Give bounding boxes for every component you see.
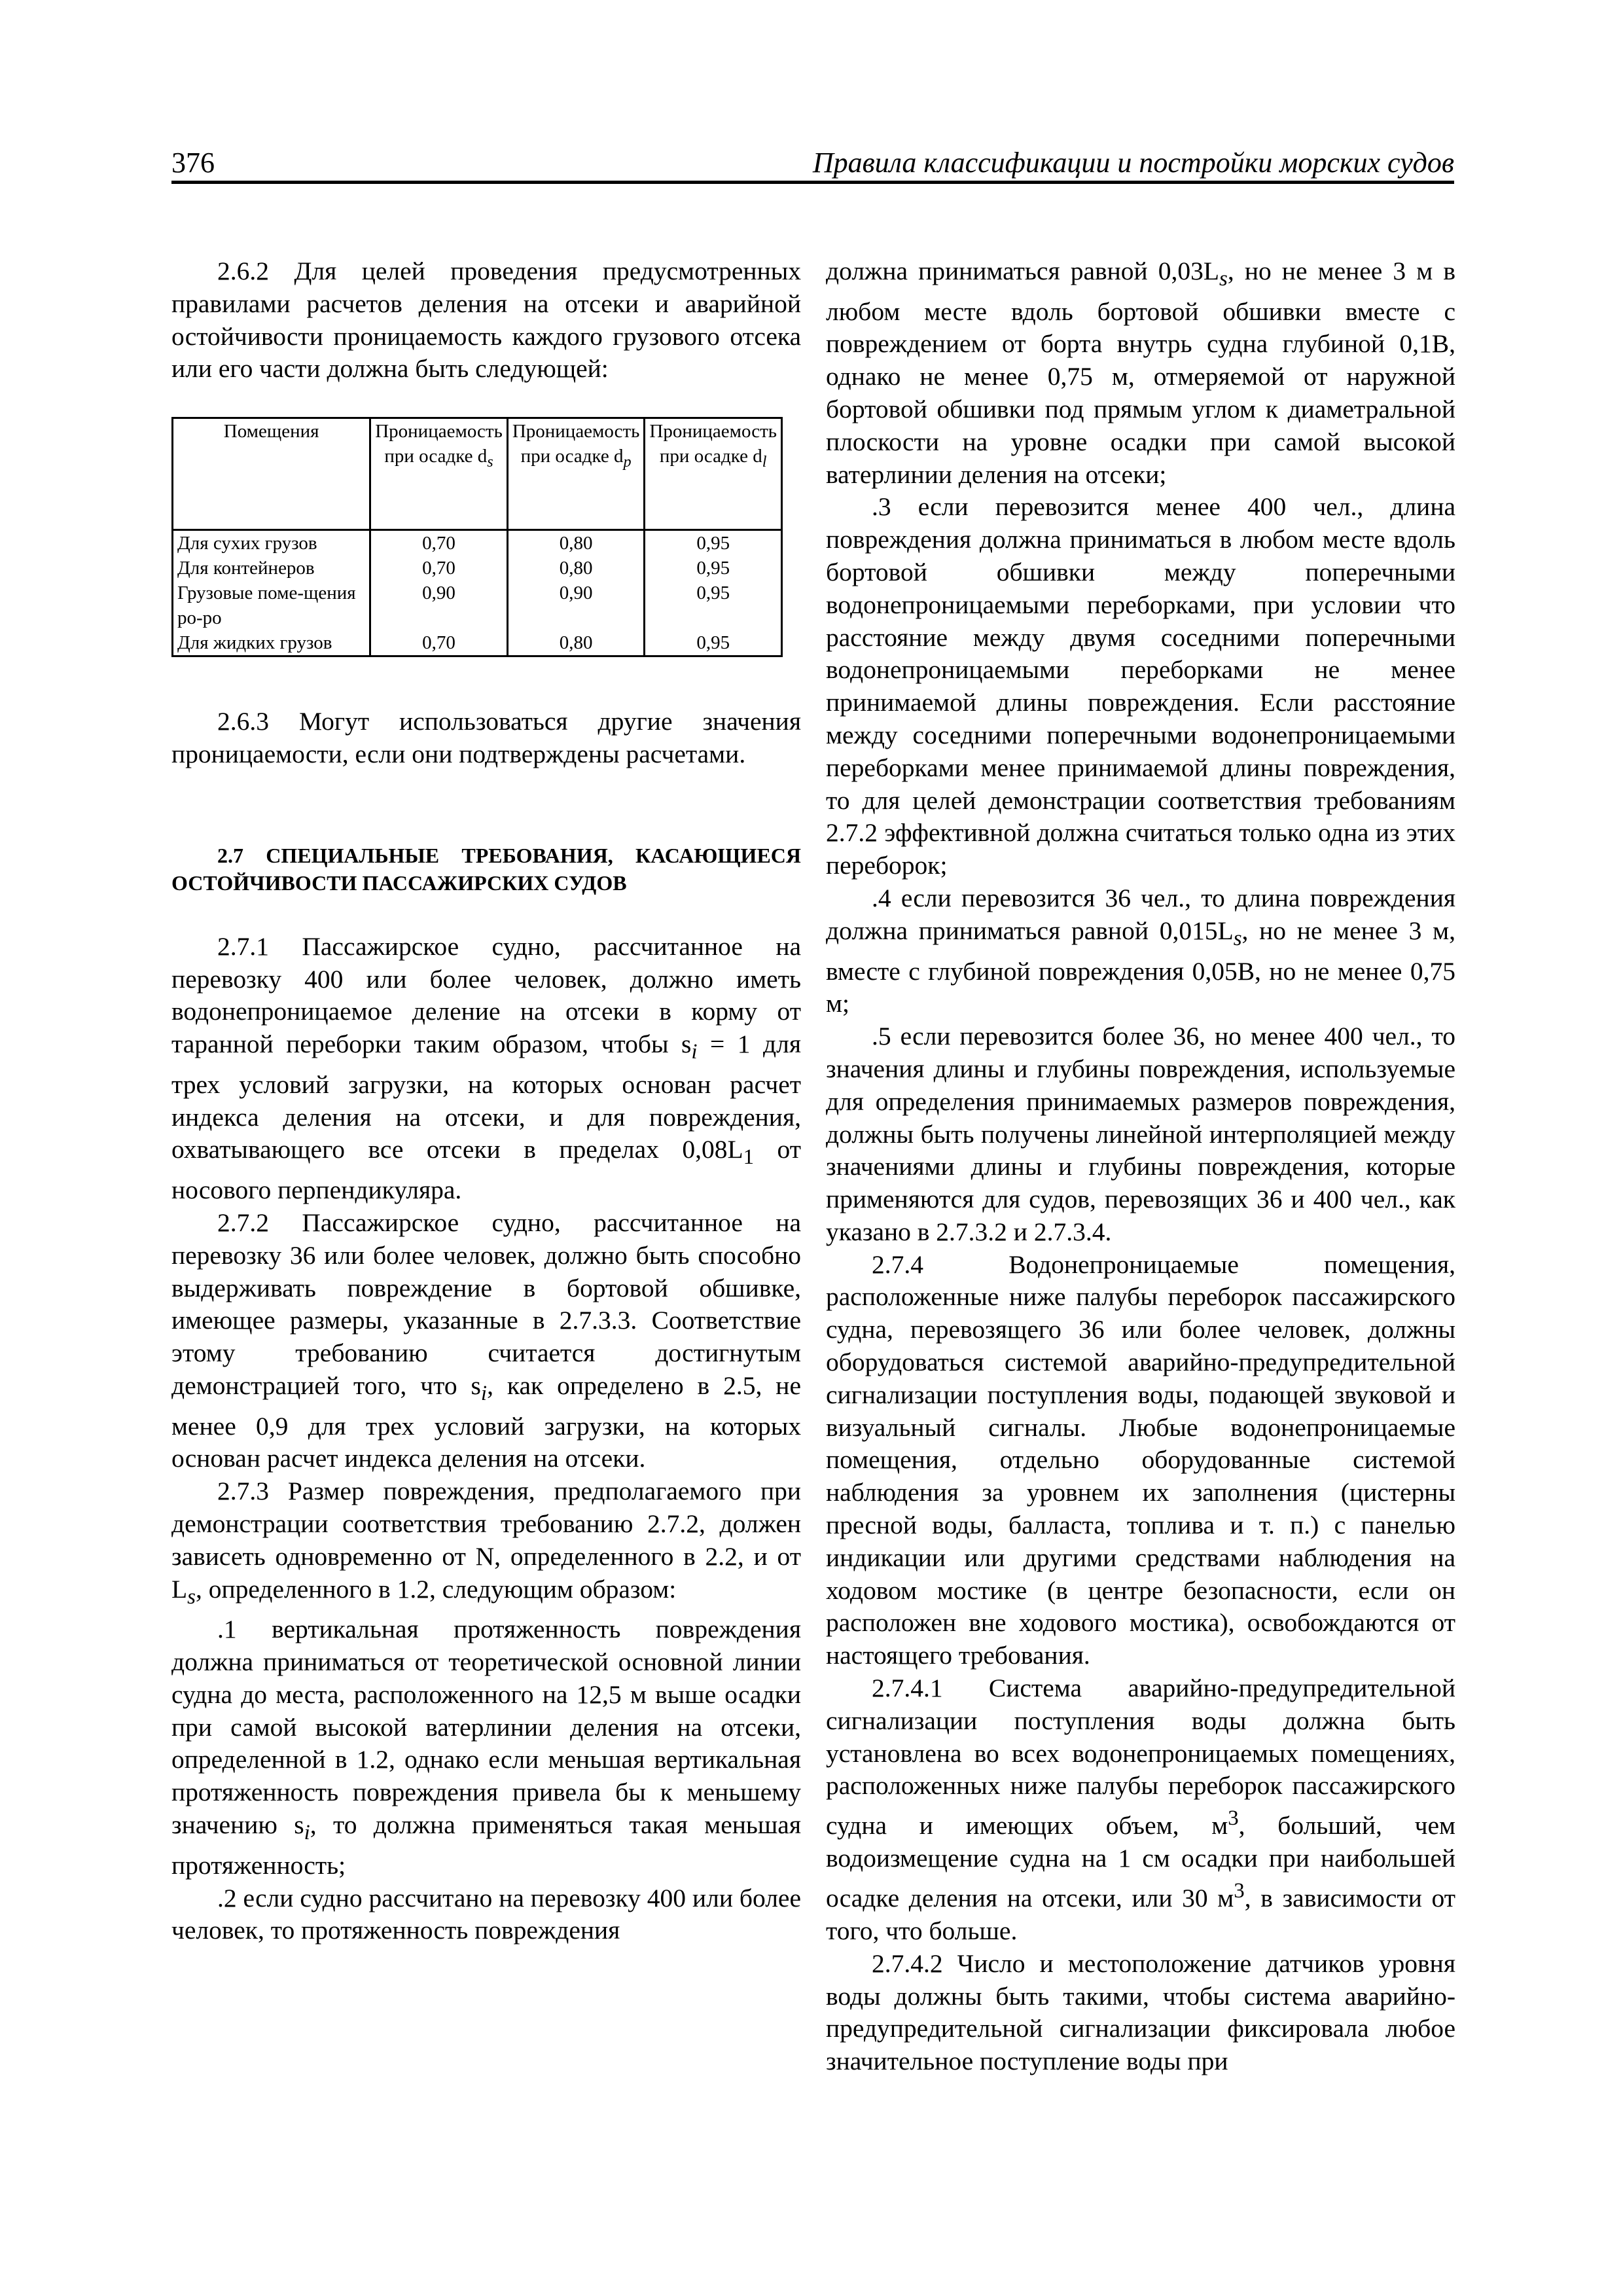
table-cell: 0,80: [507, 556, 645, 581]
table-cell: 0,95: [645, 630, 782, 656]
superscript: 3: [1234, 1878, 1245, 1903]
table-header-row: [173, 418, 782, 530]
right-column: [826, 255, 1455, 2078]
table-cell: 0,70: [370, 530, 508, 556]
header-subscript: p: [623, 452, 632, 471]
table-header-cell: Помещения: [173, 418, 370, 530]
table-header-cell: [370, 418, 508, 530]
paragraph-item-3: .3 если перевозится менее 400 чел., длина повреждения должна приниматься в любом месте вдоль бортовой обшивки между поперечными водонепроницаемыми переборками, при условии что расстояние между двумя соседними поперечными водонепроницаемыми переборками не менее принимаемой длины повреждения. Если расстояние между соседними поперечными водонепроницаемыми переборками менее принимаемой длины повреждения, то для целей демонстрации соответствия требованиям 2.7.2 эффективной должна считаться только одна из этих переборок;: [826, 492, 1455, 880]
text-run: 2.7.3 Размер повреждения, предполагаемого при демонстрации соответствия требованию 2.7.2, должен зависеть одновременно от N, определенного в 2.2, и от L: [171, 1477, 801, 1604]
text-run: должна приниматься равной 0,03L: [826, 257, 1220, 285]
header-text: Проницаемость при осадке d: [649, 421, 777, 467]
paragraph-item-1: [171, 1613, 801, 1882]
table-cell: Для сухих грузов: [173, 530, 370, 556]
table-header-cell: [507, 418, 645, 530]
paragraph-item-4: [826, 882, 1455, 1020]
text-run: = 1 для трех условий загрузки, на которых основан расчет индекса деления на отсеки, и для повреждения, охватывающего все отсеки в пределах 0,08L: [171, 1030, 801, 1164]
table-cell: Для жидких грузов: [173, 630, 370, 656]
header-text: Проницаемость при осадке d: [375, 421, 503, 467]
table-cell: Грузовые поме-щения ро-ро: [173, 581, 370, 630]
subscript: i: [480, 1381, 488, 1405]
paragraph-2-7-4-1: [826, 1672, 1455, 1948]
text-run: , то должна применяться такая меньшая протяженность;: [171, 1810, 802, 1880]
text-run: 2.7.1 Пассажирское судно, рассчитанное на перевозку 400 или более человек, должно иметь водонепроницаемое деление на отсеки в корму от таранной переборки таким образом, чтобы s: [171, 931, 801, 1059]
text-run: 2.7.2 Пассажирское судно, рассчитанное на перевозку 36 или более человек, должно быть способно выдерживать повреждение в бортовой обшивке, имеющее размеры, указанные в 2.7.3.3. Соответствие этому требованию считается достигнутым демонстрацией того, что s: [171, 1208, 801, 1400]
table-cell: 0,80: [507, 630, 645, 656]
subscript: i: [304, 1820, 310, 1844]
paragraph-2-6-3: 2.6.3 Могут использоваться другие значения проницаемости, если они подтверждены расчетами.: [171, 707, 801, 768]
text-run: , определенного в 1.2, следующим образом:: [195, 1574, 677, 1604]
paragraph-2-7-1: [171, 931, 801, 1207]
text-run: 2.7.4.1 Система аварийно-предупредительной сигнализации поступления воды должна быть установлена во всех водонепроницаемых помещениях, расположенных ниже палубы переборок пассажирского судна и имеющих объем, м: [826, 1674, 1455, 1840]
header-subscript: s: [487, 452, 493, 471]
text-run: .1 вертикальная протяженность повреждения должна приниматься от теоретической основной линии судна до места, расположенного на 12,5 м выше осадки при самой высокой ватерлинии деления на отсеки, определенной в 1.2, однако если меньшая вертикальная протяженность повреждения привела бы к меньшему значению s: [171, 1615, 801, 1840]
table-cell: 0,90: [370, 581, 508, 630]
paragraph-item-5: .5 если перевозится более 36, но менее 400 чел., то значения длины и глубины повреждения, используемые для определения принимаемых размеров повреждения, должны быть получены линейной интерполяцией между значениями длины и глубины повреждения, которые применяются для судов, перевозящих 36 и 400 чел., как указано в 2.7.3.2 и 2.7.3.4.: [826, 1022, 1455, 1246]
paragraph-2-6-2: 2.6.2 Для целей проведения предусмотренных правилами расчетов деления на отсеки и аварийной остойчивости проницаемость каждого грузового отсека или его части должна быть следующей:: [171, 257, 801, 384]
table-cell: 0,90: [507, 581, 645, 630]
table-row: [173, 581, 782, 630]
paragraph-continued: [826, 255, 1455, 491]
header-text: Проницаемость при осадке d: [512, 421, 640, 467]
table-row: [173, 556, 782, 581]
running-title: Правила классификации и постройки морских судов: [812, 147, 1454, 179]
left-column: [171, 255, 801, 1947]
section-heading: 2.7 СПЕЦИАЛЬНЫЕ ТРЕБОВАНИЯ, КАСАЮЩИЕСЯ ОСТОЙЧИВОСТИ ПАССАЖИРСКИХ СУДОВ: [171, 843, 801, 895]
table-cell: 0,70: [370, 556, 508, 581]
paragraph-2-7-3: [171, 1475, 801, 1613]
table-cell: 0,70: [370, 630, 508, 656]
table-cell: 0,95: [645, 556, 782, 581]
table-row: [173, 630, 782, 656]
permeability-table: [171, 417, 783, 657]
paragraph-2-7-2: [171, 1207, 801, 1475]
superscript: 3: [1228, 1806, 1239, 1831]
page-header: [171, 145, 1454, 184]
table-header-cell: [645, 418, 782, 530]
text-run: , но не менее 3 м, вместе с глубиной повреждения 0,05B, но не менее 0,75 м;: [826, 916, 1455, 1018]
text-run: , больший, чем водоизмещение судна на 1 см осадки при наибольшей осадке деления на отсеки, или 30 м: [826, 1811, 1455, 1913]
subscript: s: [187, 1585, 196, 1609]
text-run: , но не менее 3 м в любом месте вдоль бортовой обшивки вместе с повреждением от борта внутрь судна глубиной 0,1B, однако не менее 0,75 м, отмеряемой от наружной бортовой обшивки под прямым углом к диаметральной плоскости на уровне осадки при самой высокой ватерлинии деления на отсеки;: [826, 257, 1455, 489]
subscript: s: [1233, 926, 1242, 950]
text-run: , в зависимости от того, что больше.: [826, 1884, 1455, 1945]
paragraph-2-7-4: 2.7.4 Водонепроницаемые помещения, расположенные ниже палубы переборок пассажирского судна, перевозящего 36 или более человек, должны оборудоваться системой аварийно-предупредительной сигнализации поступления воды, подающей звуковой и визуальный сигналы. Любые водонепроницаемые помещения, отдельно оборудованные системой наблюдения за уровнем их заполнения (цистерны пресной воды, балласта, топлива и т. п.) с панелью индикации или другими средствами наблюдения на ходовом мостике (в центре безопасности, если он расположен вне ходового мостика), освобождаются от настоящего требования.: [826, 1249, 1455, 1670]
table-cell: 0,80: [507, 530, 645, 556]
text-run: , как определено в 2.5, не менее 0,9 для трех условий загрузки, на которых основан расчет индекса деления на отсеки.: [171, 1371, 801, 1473]
subscript: s: [1219, 266, 1228, 291]
text-run: от носового перпендикуляра.: [171, 1135, 801, 1205]
table-cell: Для контейнеров: [173, 556, 370, 581]
text-run: .4 если перевозится 36 чел., то длина повреждения должна приниматься равной 0,015L: [826, 884, 1455, 945]
subscript: i: [691, 1040, 698, 1064]
table-cell: 0,95: [645, 530, 782, 556]
table-row: [173, 530, 782, 556]
subscript: 1: [743, 1145, 755, 1170]
paragraph-2-7-4-2: 2.7.4.2 Число и местоположение датчиков уровня воды должны быть такими, чтобы система аварийно-предупредительной сигнализации фиксировала любое значительное поступление воды при: [826, 1948, 1455, 2076]
paragraph-item-2: .2 если судно рассчитано на перевозку 400 или более человек, то протяженность повреждения: [171, 1883, 801, 1945]
table-cell: 0,95: [645, 581, 782, 630]
page-number: 376: [171, 147, 215, 179]
header-subscript: l: [762, 452, 767, 471]
